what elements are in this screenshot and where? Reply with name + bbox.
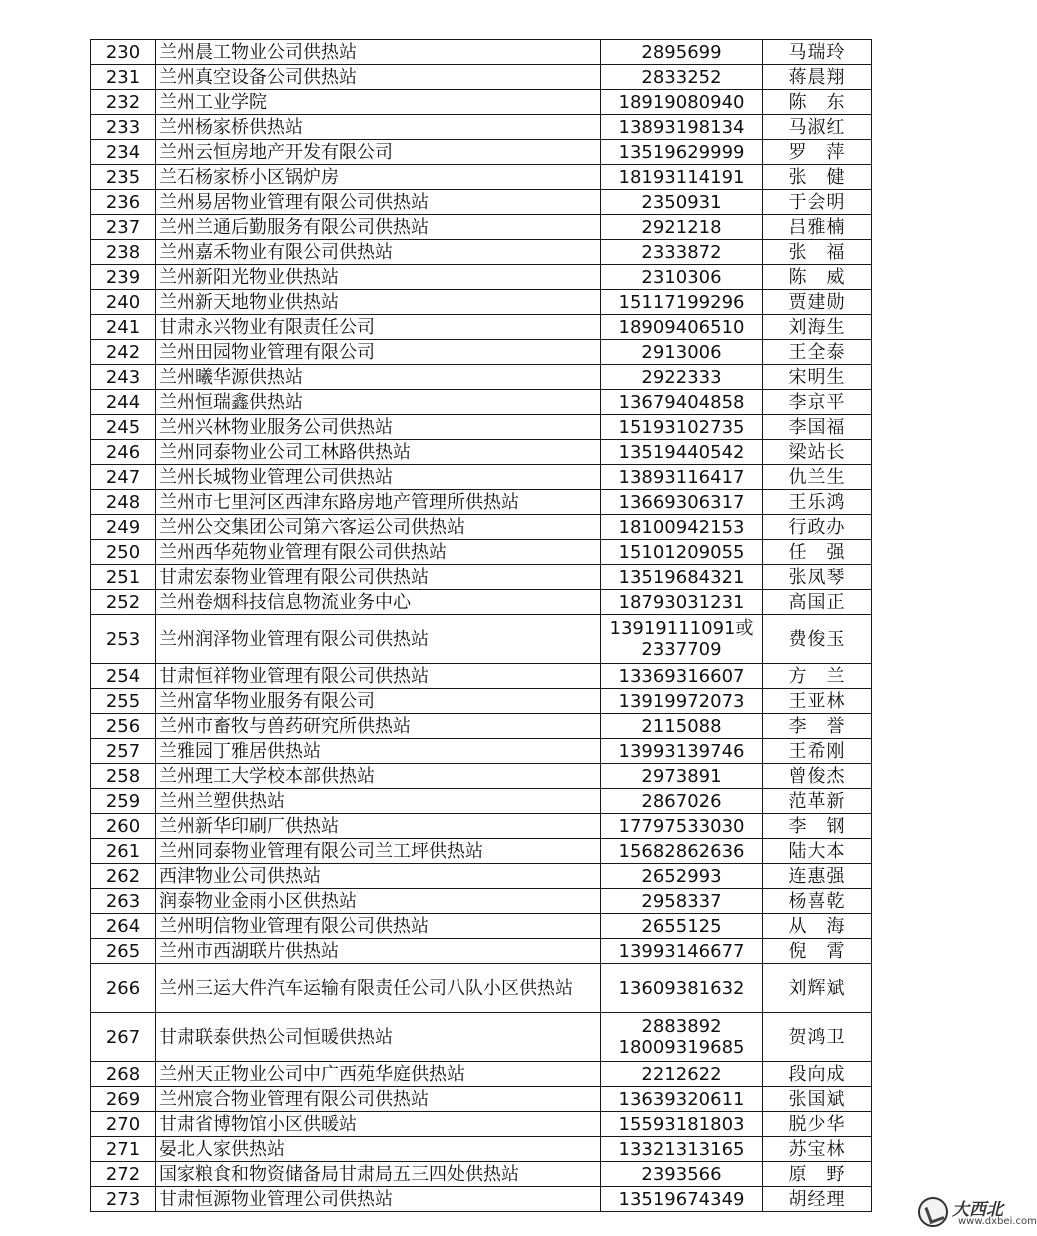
station-name: 兰州明信物业管理有限公司供热站 xyxy=(156,914,601,939)
station-name: 兰州富华物业服务有限公司 xyxy=(156,689,601,714)
contact-person: 陆大本 xyxy=(763,839,872,864)
station-name: 兰州田园物业管理有限公司 xyxy=(156,340,601,365)
row-number: 243 xyxy=(91,365,156,390)
contact-person: 宋明生 xyxy=(763,365,872,390)
contact-phone: 13893198134 xyxy=(601,115,763,140)
table-row xyxy=(91,440,872,465)
station-name: 兰雅园丁雅居供热站 xyxy=(156,739,601,764)
table-row xyxy=(91,540,872,565)
table-row xyxy=(91,1087,872,1112)
contact-phone: 2921218 xyxy=(601,215,763,240)
station-name: 西津物业公司供热站 xyxy=(156,864,601,889)
station-name: 兰州公交集团公司第六客运公司供热站 xyxy=(156,515,601,540)
contact-person: 胡经理 xyxy=(763,1187,872,1212)
table-row xyxy=(91,1112,872,1137)
row-number: 256 xyxy=(91,714,156,739)
row-number: 262 xyxy=(91,864,156,889)
table-row xyxy=(91,615,872,664)
station-name: 晏北人家供热站 xyxy=(156,1137,601,1162)
row-number: 239 xyxy=(91,265,156,290)
station-name: 润泰物业金雨小区供热站 xyxy=(156,889,601,914)
contact-phone: 18793031231 xyxy=(601,590,763,615)
contact-person: 梁站长 xyxy=(763,440,872,465)
station-name: 兰州长城物业管理公司供热站 xyxy=(156,465,601,490)
table-row xyxy=(91,889,872,914)
table-row xyxy=(91,1162,872,1187)
contact-person: 曾俊杰 xyxy=(763,764,872,789)
contact-phone: 13993146677 xyxy=(601,939,763,964)
contact-phone: 13919111091或 2337709 xyxy=(601,615,763,664)
row-number: 246 xyxy=(91,440,156,465)
row-number: 249 xyxy=(91,515,156,540)
table-row xyxy=(91,65,872,90)
contact-phone: 2310306 xyxy=(601,265,763,290)
contact-phone: 2958337 xyxy=(601,889,763,914)
row-number: 272 xyxy=(91,1162,156,1187)
contact-phone: 18100942153 xyxy=(601,515,763,540)
station-name: 国家粮食和物资储备局甘肃局五三四处供热站 xyxy=(156,1162,601,1187)
row-number: 254 xyxy=(91,664,156,689)
contact-phone: 2913006 xyxy=(601,340,763,365)
table-row xyxy=(91,590,872,615)
table-row xyxy=(91,914,872,939)
row-number: 255 xyxy=(91,689,156,714)
contact-phone: 13993139746 xyxy=(601,739,763,764)
row-number: 250 xyxy=(91,540,156,565)
contact-phone: 15593181803 xyxy=(601,1112,763,1137)
contact-person: 行政办 xyxy=(763,515,872,540)
contact-phone: 2922333 xyxy=(601,365,763,390)
contact-phone: 2350931 xyxy=(601,190,763,215)
station-name: 兰州真空设备公司供热站 xyxy=(156,65,601,90)
row-number: 271 xyxy=(91,1137,156,1162)
contact-phone: 13369316607 xyxy=(601,664,763,689)
station-name: 兰州宸合物业管理有限公司供热站 xyxy=(156,1087,601,1112)
contact-person: 费俊玉 xyxy=(763,615,872,664)
contact-phone: 2393566 xyxy=(601,1162,763,1187)
station-name: 兰州天正物业公司中广西苑华庭供热站 xyxy=(156,1062,601,1087)
contact-person: 马瑞玲 xyxy=(763,40,872,65)
contact-phone: 2212622 xyxy=(601,1062,763,1087)
contact-person: 王乐鸿 xyxy=(763,490,872,515)
contact-phone: 18909406510 xyxy=(601,315,763,340)
row-number: 241 xyxy=(91,315,156,340)
row-number: 233 xyxy=(91,115,156,140)
station-name: 兰州新阳光物业供热站 xyxy=(156,265,601,290)
contact-phone: 13519440542 xyxy=(601,440,763,465)
contact-person: 原 野 xyxy=(763,1162,872,1187)
contact-phone: 13609381632 xyxy=(601,964,763,1013)
row-number: 268 xyxy=(91,1062,156,1087)
row-number: 261 xyxy=(91,839,156,864)
row-number: 230 xyxy=(91,40,156,65)
table-row xyxy=(91,565,872,590)
table-row xyxy=(91,265,872,290)
contact-phone: 2867026 xyxy=(601,789,763,814)
table-row xyxy=(91,415,872,440)
table-row xyxy=(91,1137,872,1162)
row-number: 232 xyxy=(91,90,156,115)
station-name: 兰州兰塑供热站 xyxy=(156,789,601,814)
row-number: 263 xyxy=(91,889,156,914)
contact-person: 李 誉 xyxy=(763,714,872,739)
station-name: 兰州三运大件汽车运输有限责任公司八队小区供热站 xyxy=(156,964,601,1013)
contact-person: 王全泰 xyxy=(763,340,872,365)
station-name: 兰州市西湖联片供热站 xyxy=(156,939,601,964)
table-row xyxy=(91,465,872,490)
table-row xyxy=(91,739,872,764)
contact-phone: 15101209055 xyxy=(601,540,763,565)
contact-phone: 13679404858 xyxy=(601,390,763,415)
contact-person: 范革新 xyxy=(763,789,872,814)
station-name: 兰州嘉禾物业有限公司供热站 xyxy=(156,240,601,265)
contact-person: 王亚林 xyxy=(763,689,872,714)
row-number: 245 xyxy=(91,415,156,440)
watermark-text: 大西北 xyxy=(952,1200,1003,1220)
station-name: 兰州杨家桥供热站 xyxy=(156,115,601,140)
contact-person: 于会明 xyxy=(763,190,872,215)
station-name: 甘肃省博物馆小区供暖站 xyxy=(156,1112,601,1137)
table-row xyxy=(91,240,872,265)
row-number: 248 xyxy=(91,490,156,515)
contact-person: 杨喜乾 xyxy=(763,889,872,914)
table-body xyxy=(91,40,872,1212)
station-name: 兰州曦华源供热站 xyxy=(156,365,601,390)
contact-person: 蒋晨翔 xyxy=(763,65,872,90)
contact-phone: 15193102735 xyxy=(601,415,763,440)
row-number: 258 xyxy=(91,764,156,789)
contact-person: 段向成 xyxy=(763,1062,872,1087)
contact-person: 马淑红 xyxy=(763,115,872,140)
contact-phone: 13519684321 xyxy=(601,565,763,590)
contact-person: 李京平 xyxy=(763,390,872,415)
contact-person: 贾建勋 xyxy=(763,290,872,315)
table-row xyxy=(91,90,872,115)
contact-phone: 2115088 xyxy=(601,714,763,739)
table-row xyxy=(91,390,872,415)
heating-station-table xyxy=(90,39,872,1212)
contact-phone: 2973891 xyxy=(601,764,763,789)
contact-phone: 13519629999 xyxy=(601,140,763,165)
watermark-logo-icon xyxy=(918,1197,948,1227)
row-number: 240 xyxy=(91,290,156,315)
table-row xyxy=(91,839,872,864)
contact-phone: 13893116417 xyxy=(601,465,763,490)
station-name: 兰州卷烟科技信息物流业务中心 xyxy=(156,590,601,615)
contact-phone: 13919972073 xyxy=(601,689,763,714)
contact-person: 贺鸿卫 xyxy=(763,1013,872,1062)
table-row xyxy=(91,789,872,814)
contact-person: 王希刚 xyxy=(763,739,872,764)
contact-phone: 2652993 xyxy=(601,864,763,889)
contact-phone: 13639320611 xyxy=(601,1087,763,1112)
contact-person: 刘海生 xyxy=(763,315,872,340)
station-name: 兰州理工大学校本部供热站 xyxy=(156,764,601,789)
station-name: 兰州新天地物业供热站 xyxy=(156,290,601,315)
contact-person: 高国正 xyxy=(763,590,872,615)
contact-person: 任 强 xyxy=(763,540,872,565)
contact-person: 苏宝林 xyxy=(763,1137,872,1162)
station-name: 甘肃联泰供热公司恒暖供热站 xyxy=(156,1013,601,1062)
table-row xyxy=(91,764,872,789)
table-row xyxy=(91,814,872,839)
station-name: 兰州恒瑞鑫供热站 xyxy=(156,390,601,415)
table-row xyxy=(91,115,872,140)
station-name: 兰州市七里河区西津东路房地产管理所供热站 xyxy=(156,490,601,515)
row-number: 244 xyxy=(91,390,156,415)
row-number: 267 xyxy=(91,1013,156,1062)
table-row xyxy=(91,490,872,515)
contact-person: 从 海 xyxy=(763,914,872,939)
contact-phone: 2655125 xyxy=(601,914,763,939)
table-row xyxy=(91,714,872,739)
contact-phone: 18919080940 xyxy=(601,90,763,115)
table-row xyxy=(91,664,872,689)
table-row xyxy=(91,190,872,215)
row-number: 247 xyxy=(91,465,156,490)
row-number: 238 xyxy=(91,240,156,265)
contact-person: 李 钢 xyxy=(763,814,872,839)
table-row xyxy=(91,939,872,964)
contact-person: 吕雅楠 xyxy=(763,215,872,240)
table-row xyxy=(91,515,872,540)
station-name: 兰州西华苑物业管理有限公司供热站 xyxy=(156,540,601,565)
station-name: 兰州兴林物业服务公司供热站 xyxy=(156,415,601,440)
row-number: 235 xyxy=(91,165,156,190)
station-name: 甘肃恒祥物业管理有限公司供热站 xyxy=(156,664,601,689)
contact-phone: 2895699 xyxy=(601,40,763,65)
table-row xyxy=(91,340,872,365)
row-number: 269 xyxy=(91,1087,156,1112)
contact-phone: 15117199296 xyxy=(601,290,763,315)
contact-person: 张凤琴 xyxy=(763,565,872,590)
row-number: 236 xyxy=(91,190,156,215)
contact-phone: 13519674349 xyxy=(601,1187,763,1212)
contact-person: 陈 东 xyxy=(763,90,872,115)
station-name: 兰州工业学院 xyxy=(156,90,601,115)
station-name: 兰州润泽物业管理有限公司供热站 xyxy=(156,615,601,664)
table-row xyxy=(91,165,872,190)
contact-person: 方 兰 xyxy=(763,664,872,689)
table-row xyxy=(91,964,872,1013)
contact-person: 罗 萍 xyxy=(763,140,872,165)
table-row xyxy=(91,315,872,340)
contact-phone: 2883892 18009319685 xyxy=(601,1013,763,1062)
site-watermark xyxy=(918,1195,1037,1233)
row-number: 264 xyxy=(91,914,156,939)
contact-person: 张 福 xyxy=(763,240,872,265)
contact-person: 连惠强 xyxy=(763,864,872,889)
contact-phone: 13669306317 xyxy=(601,490,763,515)
contact-phone: 18193114191 xyxy=(601,165,763,190)
contact-phone: 2333872 xyxy=(601,240,763,265)
row-number: 257 xyxy=(91,739,156,764)
table-row xyxy=(91,215,872,240)
table-row xyxy=(91,864,872,889)
contact-phone: 2833252 xyxy=(601,65,763,90)
station-name: 兰州晨工物业公司供热站 xyxy=(156,40,601,65)
station-name: 兰州易居物业管理有限公司供热站 xyxy=(156,190,601,215)
row-number: 270 xyxy=(91,1112,156,1137)
station-name: 兰州新华印刷厂供热站 xyxy=(156,814,601,839)
row-number: 237 xyxy=(91,215,156,240)
contact-person: 李国福 xyxy=(763,415,872,440)
station-name: 兰州同泰物业公司工林路供热站 xyxy=(156,440,601,465)
row-number: 259 xyxy=(91,789,156,814)
table-row xyxy=(91,1187,872,1212)
row-number: 253 xyxy=(91,615,156,664)
contact-phone: 17797533030 xyxy=(601,814,763,839)
watermark-url: www.dxbei.com xyxy=(958,1216,1037,1227)
contact-person: 脱少华 xyxy=(763,1112,872,1137)
station-name: 甘肃恒源物业管理公司供热站 xyxy=(156,1187,601,1212)
table-row xyxy=(91,365,872,390)
contact-person: 刘辉斌 xyxy=(763,964,872,1013)
station-name: 兰州兰通后勤服务有限公司供热站 xyxy=(156,215,601,240)
contact-person: 张国斌 xyxy=(763,1087,872,1112)
contact-person: 倪 霄 xyxy=(763,939,872,964)
row-number: 231 xyxy=(91,65,156,90)
row-number: 266 xyxy=(91,964,156,1013)
row-number: 273 xyxy=(91,1187,156,1212)
station-name: 甘肃宏泰物业管理有限公司供热站 xyxy=(156,565,601,590)
table-row xyxy=(91,140,872,165)
station-name: 兰石杨家桥小区锅炉房 xyxy=(156,165,601,190)
station-name: 甘肃永兴物业有限责任公司 xyxy=(156,315,601,340)
contact-person: 张 健 xyxy=(763,165,872,190)
row-number: 260 xyxy=(91,814,156,839)
contact-person: 仇兰生 xyxy=(763,465,872,490)
row-number: 242 xyxy=(91,340,156,365)
table-row xyxy=(91,40,872,65)
row-number: 265 xyxy=(91,939,156,964)
table-row xyxy=(91,689,872,714)
contact-person: 陈 威 xyxy=(763,265,872,290)
station-name: 兰州云恒房地产开发有限公司 xyxy=(156,140,601,165)
table-row xyxy=(91,1062,872,1087)
row-number: 234 xyxy=(91,140,156,165)
table-row xyxy=(91,1013,872,1062)
row-number: 252 xyxy=(91,590,156,615)
contact-phone: 15682862636 xyxy=(601,839,763,864)
row-number: 251 xyxy=(91,565,156,590)
station-name: 兰州市畜牧与兽药研究所供热站 xyxy=(156,714,601,739)
contact-phone: 13321313165 xyxy=(601,1137,763,1162)
table-row xyxy=(91,290,872,315)
station-name: 兰州同泰物业管理有限公司兰工坪供热站 xyxy=(156,839,601,864)
